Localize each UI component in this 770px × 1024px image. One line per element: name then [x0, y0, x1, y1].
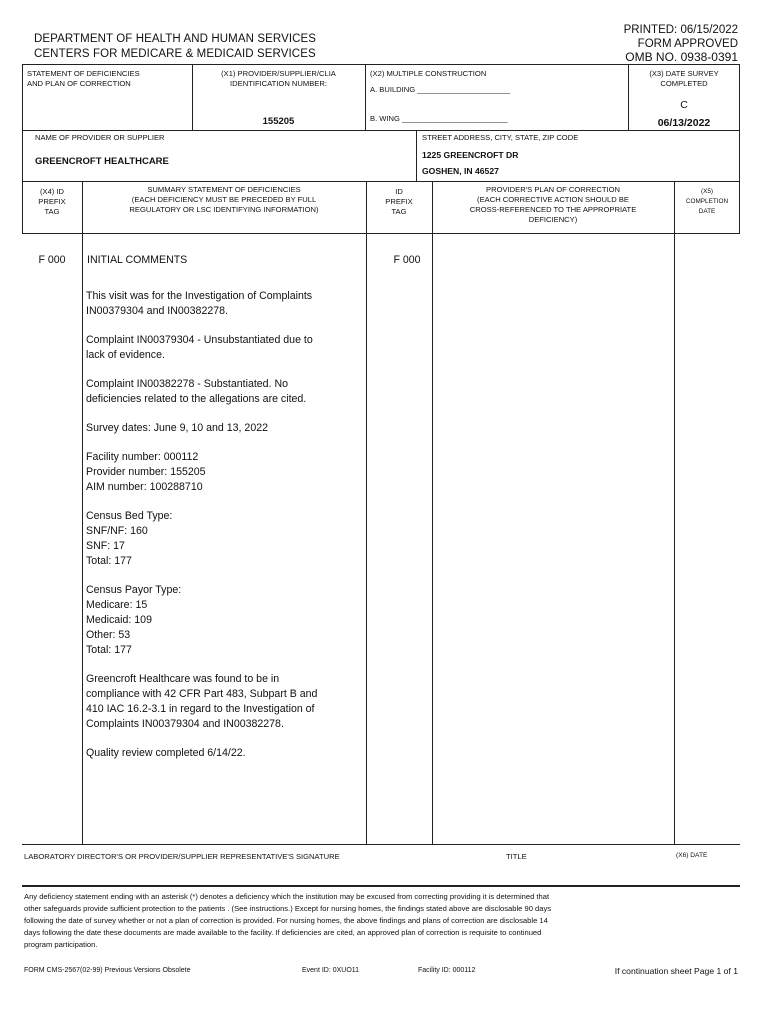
omb-number: OMB NO. 0938-0391 [625, 50, 738, 64]
summary-header: SUMMARY STATEMENT OF DEFICIENCIES (EACH DEFICIENCY MUST BE PRECEDED BY FULL REGULATORY OR LSC IDENTIFYING INFORMATION) [129, 185, 319, 214]
page-indicator: If continuation sheet Page 1 of 1 [614, 966, 738, 976]
form-number: FORM CMS-2567(02-99) Previous Versions Obsolete [24, 967, 191, 974]
address-label: STREET ADDRESS, CITY, STATE, ZIP CODE [422, 133, 579, 142]
title-label: TITLE [506, 852, 527, 861]
printed-date: PRINTED: 06/15/2022 [623, 24, 738, 36]
building-field: A. BUILDING ______________________ [370, 85, 511, 94]
x3-label: (X3) DATE SURVEY COMPLETED [649, 69, 719, 88]
paragraph: Greencroft Healthcare was found to be in compliance with 42 CFR Part 483, Subpart B and 410 IAC 16.2-3.1 in regard to the Investigation of Complaints IN00379304 and IN00382278. [86, 673, 318, 730]
tag-prefix-left: F 000 [38, 254, 66, 266]
statement-label: STATEMENT OF DEFICIENCIES AND PLAN OF CORRECTION [27, 69, 140, 88]
paragraph: Census Payor Type: Medicare: 15 Medicaid: 109 Other: 53 Total: 177 [86, 584, 182, 656]
completion-date-header: (X5) COMPLETION DATE [685, 188, 729, 215]
paragraph: Census Bed Type: SNF/NF: 160 SNF: 17 Total: 177 [86, 510, 173, 567]
event-id: Event ID: 0XUO11 [302, 967, 360, 974]
paragraph: Facility number: 000112 Provider number: 155205 AIM number: 100288710 [86, 451, 206, 493]
paragraph: Complaint IN00382278 - Substantiated. No deficiencies related to the allegations are cited. [86, 378, 307, 405]
id-prefix-header: ID PREFIX TAG [385, 187, 413, 216]
x6-date-label: (X6) DATE [676, 852, 708, 859]
agency-header [34, 32, 316, 62]
x4-id-prefix-header: (X4) ID PREFIX TAG [38, 187, 66, 216]
summary-text [86, 289, 366, 761]
form-approved: FORM APPROVED [637, 37, 738, 50]
tag-prefix-right: F 000 [393, 254, 421, 266]
paragraph: This visit was for the Investigation of Complaints IN00379304 and IN00382278. [86, 290, 313, 317]
facility-id: Facility ID: 000112 [418, 967, 476, 974]
plan-of-correction-header: PROVIDER'S PLAN OF CORRECTION (EACH CORRECTIVE ACTION SHOULD BE CROSS-REFERENCED TO THE APPROPRIATE DEFICIENCY) [469, 185, 637, 224]
initial-comments-heading: INITIAL COMMENTS [87, 254, 188, 266]
x1-label: (X1) PROVIDER/SUPPLIER/CLIA IDENTIFICATION NUMBER: [221, 69, 336, 88]
disclaimer: Any deficiency statement ending with an asterisk (*) denotes a deficiency which the institution may be excused from correcting providing it is determined that other safeguards provide sufficient protection to the patients . (See instructions.) Except for nursing homes, the findings stated above are disclosable 90 days following the date of survey whether or not a plan of correction is provided. For nursing homes, the above findings and plans of correction are disclosable 14 days following the date these documents are made available to the facility. If deficiencies are cited, an approved plan of correction is requisite to continued program participation. [24, 892, 552, 949]
wing-field: B. WING _________________________ [370, 114, 508, 123]
paragraph: Complaint IN00379304 - Unsubstantiated due to lack of evidence. [86, 334, 313, 361]
department-name: DEPARTMENT OF HEALTH AND HUMAN SERVICES [34, 33, 317, 45]
street-address: 1225 GREENCROFT DR [422, 150, 519, 160]
provider-id-number: 155205 [262, 116, 295, 127]
survey-completed-date: 06/13/2022 [657, 117, 711, 129]
x2-label: (X2) MULTIPLE CONSTRUCTION [370, 69, 487, 78]
survey-code: C [680, 99, 688, 111]
provider-name: GREENCROFT HEALTHCARE [35, 156, 169, 167]
paragraph: Survey dates: June 9, 10 and 13, 2022 [86, 422, 268, 434]
paragraph: Quality review completed 6/14/22. [86, 747, 246, 759]
agency-name: CENTERS FOR MEDICARE & MEDICAID SERVICES [34, 48, 316, 60]
provider-name-label: NAME OF PROVIDER OR SUPPLIER [35, 133, 165, 142]
form-meta [624, 24, 738, 65]
signature-label: LABORATORY DIRECTOR'S OR PROVIDER/SUPPLIER REPRESENTATIVE'S SIGNATURE [24, 852, 340, 861]
city-state-zip: GOSHEN, IN 46527 [422, 166, 499, 176]
